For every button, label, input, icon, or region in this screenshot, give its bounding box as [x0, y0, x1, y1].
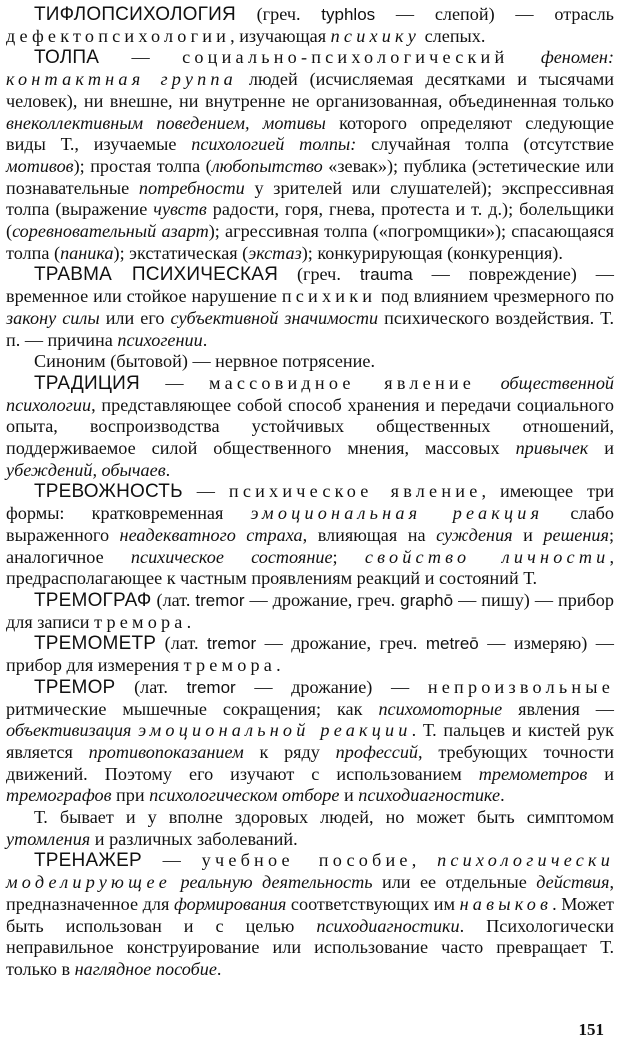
- entry-text: , предназначенное для: [6, 872, 615, 914]
- entry-text: под влиянием чрезмерного по: [376, 286, 614, 307]
- greek-term: metreō: [425, 634, 479, 654]
- cross-reference: привычек: [515, 438, 589, 459]
- spaced-term: тремора: [183, 655, 277, 676]
- headword: ТРАВМА ПСИХИЧЕСКАЯ: [34, 264, 279, 286]
- latin-term: tremor: [206, 634, 257, 654]
- headword: ТРАДИЦИЯ: [34, 372, 140, 394]
- entry-text: [508, 47, 540, 67]
- entry-text: —: [182, 481, 229, 502]
- entry-note: [6, 807, 614, 850]
- entry-text: — измеряю) — прибор для измерения: [6, 633, 614, 676]
- cross-reference: тремографов: [6, 785, 112, 806]
- cross-reference: чувств: [153, 199, 207, 220]
- entry-text: . Психологически неправильное конструирование или использование часто превращает Т. только в: [6, 915, 615, 979]
- entry-trevozhnost: [6, 481, 614, 590]
- cross-reference: потребности: [138, 177, 245, 198]
- entry-text: людей (исчисляемая десятками и тысячами человек), ни внешне, ни внутренне не организованная, объединенная только: [6, 69, 614, 111]
- entry-tremograf: [6, 590, 614, 633]
- entry-text: ритмические мышечные сокращения; как: [6, 698, 379, 719]
- entry-text: соответствующих им: [286, 893, 460, 914]
- cross-reference: любопытство: [211, 155, 323, 176]
- cross-reference: реальную деятельность: [180, 872, 373, 893]
- entry-text: к ряду: [243, 741, 336, 762]
- headword: ТИФЛОПСИХОЛОГИЯ: [34, 4, 236, 25]
- cross-reference: утомления: [6, 828, 91, 849]
- cross-reference: контактная группа: [6, 69, 237, 90]
- cross-reference: формирования: [174, 893, 287, 914]
- entry-text: , влияющая на: [302, 524, 437, 545]
- entry-text: — дрожание) —: [235, 676, 428, 697]
- entry-text: , представляющее собой способ хранения и передачи социального опыта, воспроизводства устойчивых общественных отношений, поддерживаемое силой общественного мнения, массовых: [6, 394, 614, 459]
- entry-text: ); простая толпа (: [73, 155, 212, 176]
- cross-reference: соревновательный азарт: [12, 221, 209, 242]
- spaced-term: социально-психологический: [182, 47, 509, 68]
- cross-reference: неадекватного страха: [119, 524, 303, 545]
- entry-text: и: [587, 763, 615, 784]
- spaced-term: массовидное явление: [209, 372, 476, 393]
- cross-reference: убеждений, обычаев: [6, 459, 166, 480]
- entry-text: — повреждение) — временное или стойкое нарушение: [6, 264, 614, 307]
- cross-reference: эмоциональная реакция: [250, 503, 544, 524]
- entry-text: при: [111, 785, 150, 806]
- entry-text: .: [165, 459, 171, 480]
- cross-reference: экстаз: [248, 242, 302, 263]
- cross-reference: решения: [543, 524, 609, 545]
- entry-text: или ее отдельные: [372, 872, 537, 893]
- entry-text: . Т. пальцев и кистей рук является: [6, 720, 615, 762]
- headword: ТРЕМОР: [34, 676, 116, 698]
- entry-tiflopsikhologiya: [6, 4, 614, 47]
- entry-text: или его: [99, 307, 171, 328]
- greek-term: graphō: [400, 590, 454, 610]
- entry-text: и: [512, 524, 544, 545]
- cross-reference: психику: [330, 25, 421, 46]
- latin-term: tremor: [186, 677, 236, 697]
- entry-text: радости, горя, гнева, протеста и т. д.); болельщики (: [6, 199, 615, 242]
- entry-text: ,: [411, 850, 438, 871]
- cross-reference: психическое состояние: [130, 546, 333, 567]
- cross-reference: субъективной значимости: [170, 307, 379, 328]
- entry-text: слабо выраженного: [6, 503, 614, 545]
- spaced-term: учебное пособие: [201, 850, 412, 871]
- entry-text: у зрителей или слушателей); экспрессивная толпа (выражение: [6, 177, 614, 220]
- entry-text: — дрожание, греч.: [256, 633, 426, 654]
- cross-reference: наглядное пособие: [74, 958, 217, 979]
- cross-reference: эмоциональной реакции: [138, 720, 412, 741]
- entry-text: —: [139, 372, 210, 393]
- entry-text: Т. бывает и у вполне здоровых людей, но может быть симптомом: [34, 807, 614, 828]
- cross-reference: мотивов: [6, 155, 74, 176]
- cross-reference: психологически моделирующее: [6, 850, 615, 893]
- entry-text: — пишу) — прибор для записи: [6, 589, 614, 632]
- entry-text: —: [99, 47, 183, 68]
- entry-tremor: [6, 677, 614, 807]
- cross-reference: объективизация: [6, 720, 132, 741]
- entry-text: . Может быть использован и с целью: [6, 893, 614, 936]
- entry-travma-psikhicheskaya: [6, 264, 614, 351]
- entry-text: и: [588, 438, 615, 459]
- headword: ТОЛПА: [34, 47, 100, 69]
- headword: ТРЕВОЖНОСТЬ: [34, 481, 183, 503]
- cross-reference: дефектопсихологии: [6, 25, 231, 46]
- entry-text: ); конкурирующая (конкуренция).: [301, 242, 563, 263]
- entry-text: (лат.: [115, 676, 187, 697]
- entry-text: ; аналогичное: [6, 524, 615, 567]
- cross-reference: свойство личности: [364, 546, 610, 567]
- entry-text: ;: [332, 546, 365, 567]
- headword: ТРЕМОМЕТР: [34, 633, 157, 655]
- entry-text: слепых.: [420, 25, 486, 46]
- entry-text: .: [216, 958, 222, 979]
- headword: ТРЕМОГРАФ: [34, 589, 152, 611]
- entry-text: —: [141, 850, 202, 871]
- entry-text: .: [186, 611, 192, 632]
- spaced-term: непроизвольные: [427, 676, 614, 697]
- entry-text: [475, 373, 500, 393]
- entry-text: :: [607, 47, 614, 68]
- cross-reference: навыков: [459, 893, 553, 914]
- cross-reference: феномен: [540, 47, 608, 68]
- entry-text: , требующих точности движений. Поэтому его изучают с использованием: [6, 741, 614, 784]
- entry-tremometr: [6, 633, 614, 676]
- cross-reference: тремометров: [478, 763, 588, 784]
- entry-text: — слепой) — отрасль: [375, 4, 614, 24]
- cross-reference: закону силы: [6, 307, 100, 328]
- cross-reference: суждения: [436, 524, 513, 545]
- entry-text: , изучающая: [230, 25, 331, 46]
- entry-tolpa: [6, 47, 614, 264]
- page-number: 151: [578, 1020, 604, 1040]
- cross-reference: противопоказанием: [88, 741, 244, 762]
- cross-reference: общественной психологии: [6, 372, 615, 415]
- spaced-term: психическое явление: [228, 481, 482, 502]
- entry-text: .: [500, 785, 505, 806]
- entry-text: и различных заболеваний.: [90, 828, 298, 849]
- entry-text: .: [202, 329, 208, 350]
- greek-term: trauma: [359, 265, 413, 285]
- cross-reference: действия: [536, 872, 610, 893]
- greek-term: typhlos: [321, 5, 376, 24]
- cross-reference: паника: [60, 242, 114, 263]
- latin-term: tremor: [195, 590, 245, 610]
- cross-reference: психологией толпы:: [191, 134, 357, 155]
- entry-text: и: [339, 785, 359, 806]
- entry-text: явления —: [502, 698, 614, 719]
- cross-reference: психодиагностики: [316, 915, 460, 936]
- entry-text: (греч.: [278, 264, 360, 285]
- entry-text: ); экстатическая (: [113, 242, 249, 263]
- entry-text: «зевак»); публика (эстетические или познавательные: [6, 155, 614, 198]
- cross-reference: психодиагностике: [358, 785, 501, 806]
- entry-text: .: [276, 655, 281, 676]
- cross-reference: психогении: [117, 329, 203, 350]
- entry-text: (лат.: [156, 633, 207, 654]
- entry-text: случайная толпа (отсутствие: [356, 134, 615, 155]
- entry-text: , имеющее три формы: кратковременная: [6, 481, 614, 524]
- entry-text: — дрожание, греч.: [244, 589, 401, 610]
- cross-reference: профессий: [335, 741, 419, 762]
- entry-text: ); агрессивная толпа («погромщики»); спасающаяся толпа (: [6, 221, 614, 263]
- entry-text: психического воздействия. Т. п. — причина: [6, 307, 615, 350]
- entry-text: (греч.: [235, 4, 322, 24]
- spaced-term: тремора: [94, 611, 187, 632]
- entry-text: которого определяют следующие виды Т., изучаемые: [6, 112, 614, 155]
- entry-traditsiya: [6, 373, 614, 482]
- cross-reference: психомоторные: [378, 698, 503, 719]
- entry-text: (лат.: [151, 589, 196, 610]
- cross-reference: внеколлективным поведением, мотивы: [6, 112, 326, 133]
- cross-reference: психологическом отборе: [149, 785, 340, 806]
- spaced-term: психики: [281, 286, 377, 307]
- entry-text: , предрасполагающее к частным проявлениям реакций и состояний Т.: [6, 546, 615, 589]
- headword: ТРЕНАЖЕР: [34, 850, 142, 872]
- entry-trenazher: [6, 850, 614, 980]
- entry-note: Синоним (бытовой) — нервное потрясение.: [34, 351, 375, 372]
